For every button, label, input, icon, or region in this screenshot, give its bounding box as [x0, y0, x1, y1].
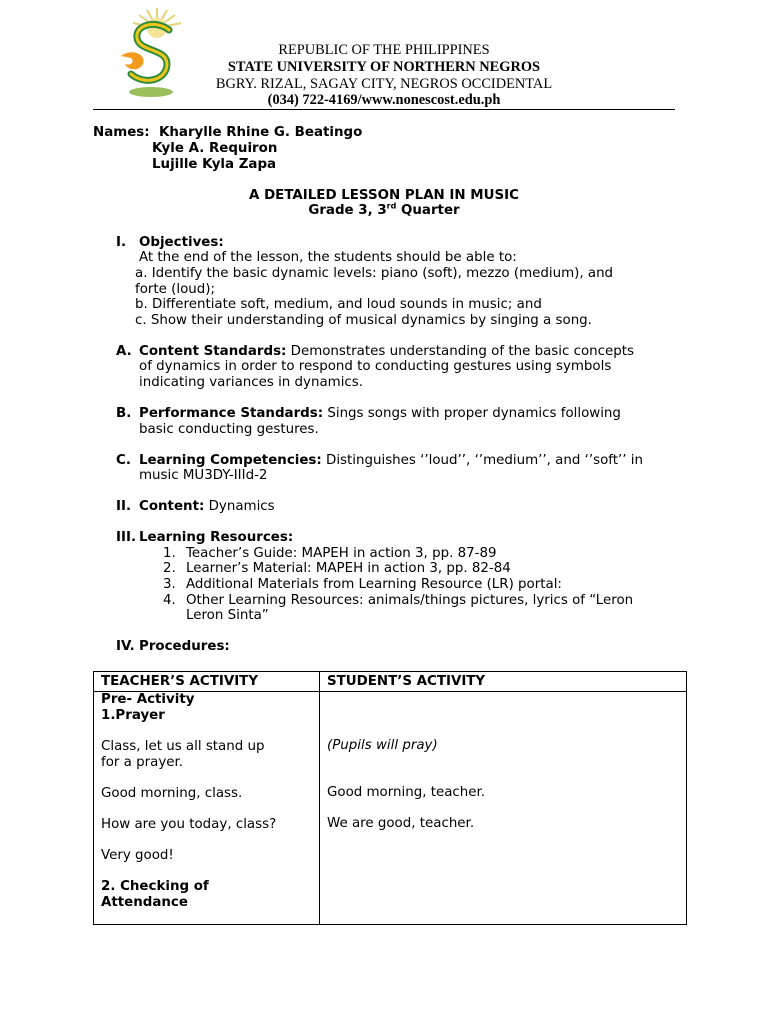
procedures-table	[93, 671, 687, 925]
teacher-line-prayer-2: for a prayer.	[101, 755, 184, 770]
procedures-number: IV.	[116, 639, 135, 654]
competencies-line1	[139, 453, 643, 469]
header-republic: REPUBLIC OF THE PHILIPPINES	[278, 42, 490, 58]
teacher-line-how-are-you: How are you today, class?	[101, 817, 277, 832]
table-row	[94, 692, 687, 925]
content-standards-text: Demonstrates understanding of the basic concepts	[286, 344, 634, 359]
competencies-line2: music MU3DY-IIId-2	[139, 468, 268, 483]
resource-item-4: Other Learning Resources: animals/things pictures, lyrics of “Leron	[186, 593, 634, 608]
performance-standards-text: Sings songs with proper dynamics following	[323, 406, 621, 421]
attendance-label-1: 2. Checking of	[101, 879, 209, 894]
objectives-intro: At the end of the lesson, the students should be able to:	[139, 250, 517, 265]
student-line-good: We are good, teacher.	[327, 816, 475, 831]
competencies-heading: Learning Competencies:	[139, 453, 322, 468]
header-address: BGRY. RIZAL, SAGAY CITY, NEGROS OCCIDENTAL	[215, 76, 553, 92]
attendance-label-2: Attendance	[101, 895, 188, 910]
content-heading: Content:	[139, 499, 205, 514]
objective-a-line2: forte (loud);	[135, 282, 216, 297]
resource-number-4: 4.	[163, 593, 176, 608]
procedures-heading: Procedures:	[139, 639, 230, 654]
competencies-number: C.	[116, 453, 131, 468]
objective-b: b. Differentiate soft, medium, and loud sounds in music; and	[135, 297, 542, 312]
header-contact: (034) 722-4169/www.nonescost.edu.ph	[267, 92, 501, 108]
objectives-heading: Objectives:	[139, 235, 224, 250]
resource-item-2: Learner’s Material: MAPEH in action 3, pp. 82-84	[186, 561, 511, 576]
resources-number: III.	[116, 530, 137, 545]
resource-item-1: Teacher’s Guide: MAPEH in action 3, pp. 87-89	[186, 546, 497, 561]
content-standards-heading: Content Standards:	[139, 344, 287, 359]
names-label: Names:	[93, 125, 150, 140]
teacher-line-greeting: Good morning, class.	[101, 786, 243, 801]
resources-heading: Learning Resources:	[139, 530, 294, 545]
pre-activity-label: Pre- Activity	[101, 692, 195, 707]
objective-a-line1: a. Identify the basic dynamic levels: piano (soft), mezzo (medium), and	[135, 266, 614, 281]
competencies-text: Distinguishes ‘’loud’’, ‘’medium’’, and ‘’soft’’ in	[321, 453, 643, 468]
objective-c: c. Show their understanding of musical dynamics by singing a song.	[135, 313, 592, 328]
content-line	[139, 499, 275, 515]
header-divider	[93, 109, 675, 110]
content-number: II.	[116, 499, 132, 514]
quarter-text: Quarter	[396, 203, 460, 218]
performance-standards-heading: Performance Standards:	[139, 406, 324, 421]
resource-item-4-cont: Leron Sinta”	[186, 608, 269, 623]
teacher-line-very-good: Very good!	[101, 848, 174, 863]
performance-standards-number: B.	[116, 406, 132, 421]
content-value: Dynamics	[204, 499, 275, 514]
teacher-activity-cell	[94, 692, 320, 925]
name-3: Lujille Kyla Zapa	[152, 157, 277, 172]
performance-standards-line1	[139, 406, 621, 422]
resource-number-3: 3.	[163, 577, 176, 592]
grade-text: Grade 3, 3	[308, 203, 387, 218]
student-line-greeting: Good morning, teacher.	[327, 785, 486, 800]
student-activity-cell	[320, 692, 687, 925]
grade-ordinal: rd	[386, 201, 397, 211]
content-standards-line2: of dynamics in order to respond to conducting gestures using symbols	[139, 359, 612, 374]
teacher-activity-header: TEACHER’S ACTIVITY	[94, 672, 320, 692]
content-standards-line1	[139, 344, 634, 360]
resource-number-2: 2.	[163, 561, 176, 576]
resource-item-3: Additional Materials from Learning Resource (LR) portal:	[186, 577, 562, 592]
lesson-plan-title: A DETAILED LESSON PLAN IN MUSIC	[249, 188, 519, 203]
student-activity-header: STUDENT’S ACTIVITY	[320, 672, 687, 692]
grade-quarter	[0, 203, 768, 219]
objectives-number: I.	[116, 235, 127, 250]
prayer-label: 1.Prayer	[101, 708, 165, 723]
resource-number-1: 1.	[163, 546, 176, 561]
header-university: STATE UNIVERSITY OF NORTHERN NEGROS	[227, 59, 541, 75]
teacher-line-prayer-1: Class, let us all stand up	[101, 739, 265, 754]
name-2: Kyle A. Requiron	[152, 141, 278, 156]
performance-standards-line2: basic conducting gestures.	[139, 422, 319, 437]
content-standards-line3: indicating variances in dynamics.	[139, 375, 364, 390]
table-header-row	[94, 672, 687, 692]
student-line-pray: (Pupils will pray)	[327, 738, 438, 753]
name-1: Kharylle Rhine G. Beatingo	[159, 125, 363, 140]
content-standards-number: A.	[116, 344, 132, 359]
